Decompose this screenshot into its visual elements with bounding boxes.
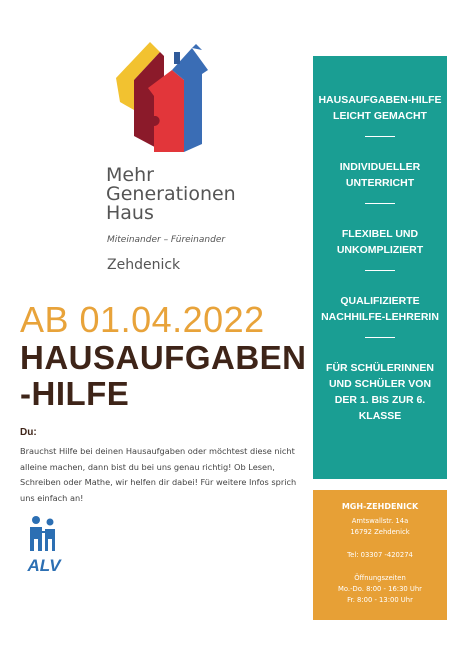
city-name: Zehdenick [107,257,181,273]
house-puzzle-icon [112,40,212,158]
contact-panel [313,490,447,620]
org-name [106,166,286,223]
alv-label: ALV [27,556,61,575]
opening-hours-friday: Fr. 8:00 - 13:00 Uhr [347,596,413,604]
divider [365,136,395,137]
alv-logo-icon [24,515,64,577]
contact-street: Amtswallstr. 14a [351,517,409,525]
feature-item: INDIVIDUELLER UNTERRICHT [339,161,421,189]
title-line: HAUSAUFGABEN [20,339,307,376]
contact-phone: Tel: 03307 -420274 [347,551,413,559]
divider [365,270,395,271]
page-title [20,340,307,412]
greeting: Du: [20,427,37,438]
title-line: -HILFE [20,375,130,412]
feature-item: HAUSAUFGABEN-HILFE LEICHT GEMACHT [318,94,442,122]
intro-text: Brauchst Hilfe bei deinen Hausaufgaben oder möchtest diese nicht alleine machen, dann bist du bei uns genau richtig! Ob Lesen, Schreiben oder Mathe, wir helfen dir dabei! Für weitere Infos sprich uns einfach an! [20,446,297,503]
opening-hours-label: Öffnungszeiten [354,574,406,582]
divider [365,203,395,204]
start-date: AB 01.04.2022 [20,299,265,340]
divider [365,337,395,338]
org-name-line: Generationen [106,183,236,205]
org-name-line: Haus [106,202,154,224]
feature-item: FLEXIBEL UND UNKOMPLIZIERT [336,228,424,256]
opening-hours-weekdays: Mo.-Do. 8:00 - 16:30 Uhr [338,585,422,593]
org-name-line: Mehr [106,164,154,186]
contact-name: MGH-ZEHDENICK [341,502,419,511]
tagline: Miteinander – Füreinander [107,235,226,245]
contact-city: 16792 Zehdenick [350,528,410,536]
features-panel [313,56,447,479]
feature-item: FÜR SCHÜLERINNEN UND SCHÜLER VON DER 1. BIS ZUR 6. KLASSE [326,362,434,422]
feature-item: QUALIFIZIERTE NACHHILFE-LEHRERIN [321,295,439,323]
